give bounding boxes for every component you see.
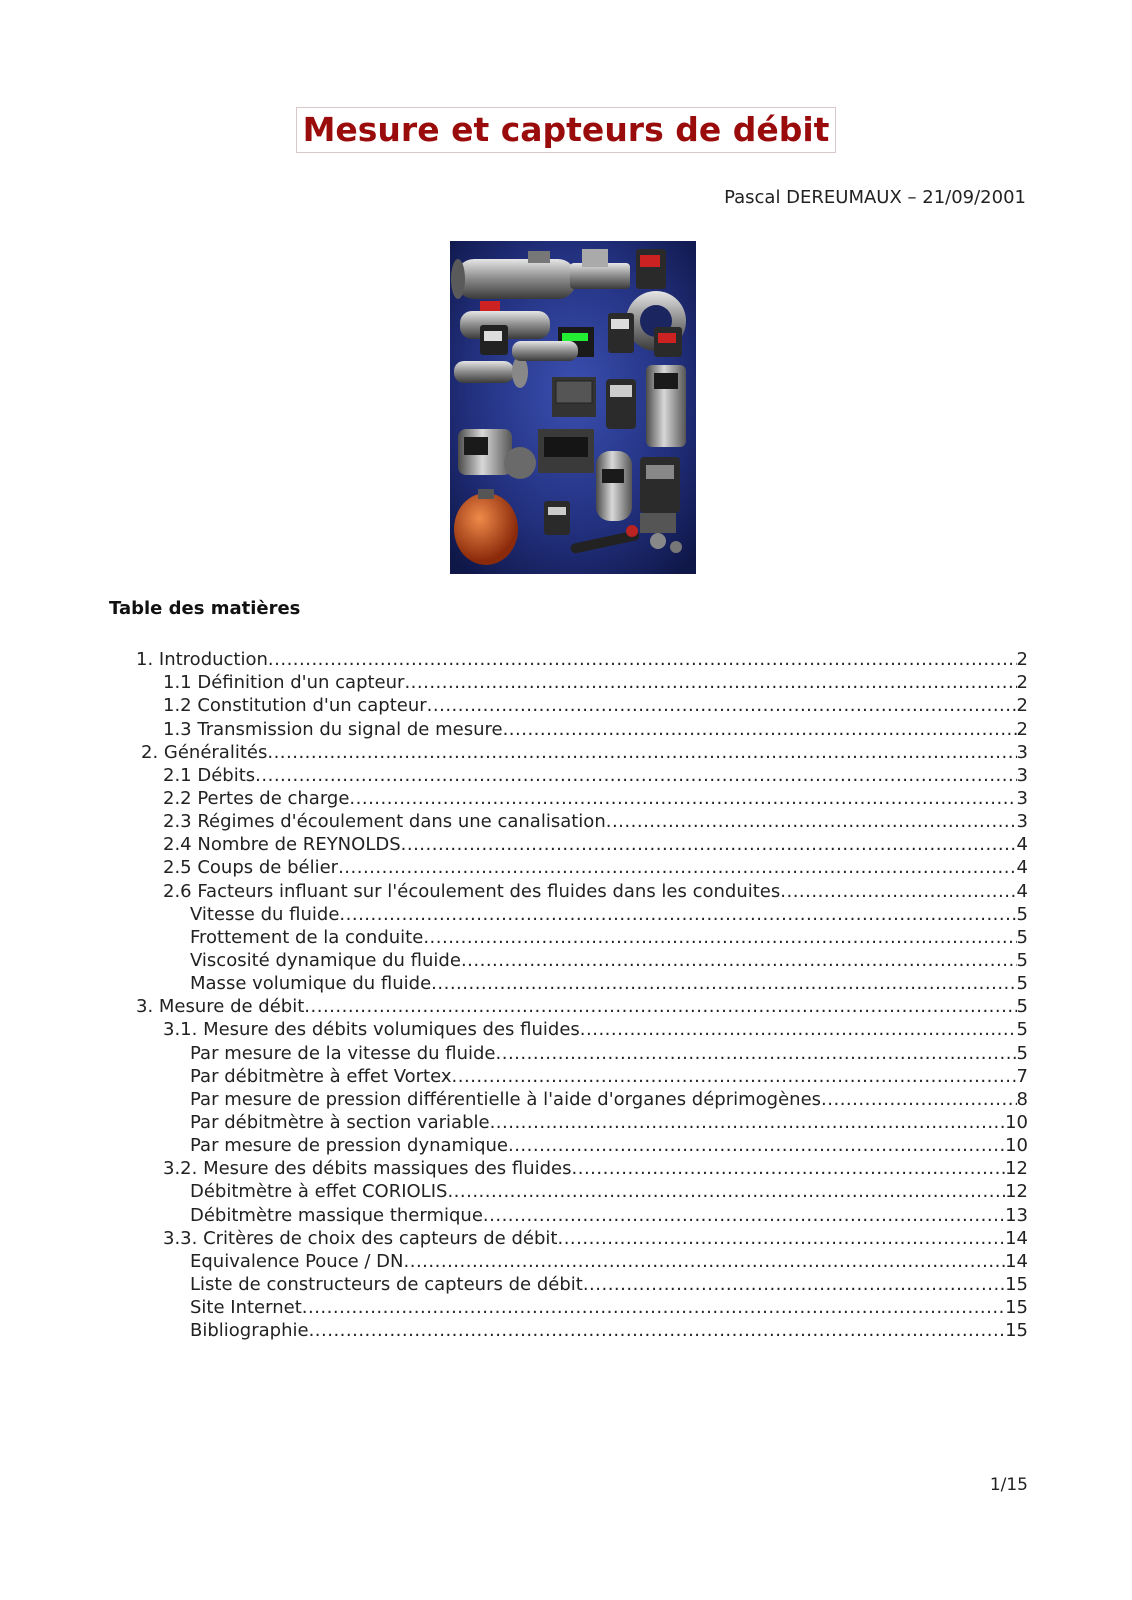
toc-entry[interactable] bbox=[190, 1065, 1028, 1089]
toc-entry[interactable] bbox=[163, 1018, 1028, 1042]
toc-entry-label: Frottement de la conduite bbox=[190, 927, 424, 948]
toc-entry-page: 4 bbox=[1016, 881, 1028, 902]
toc-leader-dots bbox=[423, 926, 1016, 950]
toc-leader-dots bbox=[606, 810, 1017, 834]
toc-entry-page: 5 bbox=[1016, 950, 1028, 971]
toc-leader-dots bbox=[821, 1088, 1017, 1112]
toc-leader-dots bbox=[780, 880, 1016, 904]
toc-leader-dots bbox=[338, 856, 1016, 880]
toc-leader-dots bbox=[461, 949, 1017, 973]
toc-entry-label: Equivalence Pouce / DN bbox=[190, 1251, 404, 1272]
toc-leader-dots bbox=[339, 903, 1016, 927]
toc-entry[interactable] bbox=[190, 1088, 1028, 1112]
toc-entry-page: 3 bbox=[1016, 811, 1028, 832]
toc-entry[interactable] bbox=[163, 671, 1028, 695]
toc-entry-page: 4 bbox=[1016, 834, 1028, 855]
toc-entry-page: 15 bbox=[1005, 1297, 1028, 1318]
toc-entry[interactable] bbox=[190, 1204, 1028, 1228]
toc-entry-label: 2.1 Débits bbox=[163, 765, 256, 786]
toc-entry-page: 14 bbox=[1005, 1228, 1028, 1249]
toc-entry[interactable] bbox=[190, 1250, 1028, 1274]
toc-entry[interactable] bbox=[190, 1111, 1028, 1135]
toc-entry-page: 10 bbox=[1005, 1112, 1028, 1133]
toc-entry[interactable] bbox=[163, 810, 1028, 834]
toc-leader-dots bbox=[583, 1273, 1005, 1297]
toc-entry[interactable] bbox=[163, 694, 1028, 718]
toc-entry-page: 12 bbox=[1005, 1181, 1028, 1202]
toc-entry-page: 10 bbox=[1005, 1135, 1028, 1156]
toc-leader-dots bbox=[309, 1319, 1006, 1343]
toc-entry[interactable] bbox=[190, 903, 1028, 927]
toc-entry-page: 15 bbox=[1005, 1320, 1028, 1341]
toc-leader-dots bbox=[302, 1296, 1005, 1320]
toc-entry[interactable] bbox=[141, 741, 1028, 765]
toc-entry[interactable] bbox=[163, 880, 1028, 904]
toc-leader-dots bbox=[572, 1157, 1006, 1181]
toc-entry-label: 1.1 Définition d'un capteur bbox=[163, 672, 405, 693]
toc-entry[interactable] bbox=[190, 1180, 1028, 1204]
toc-entry-page: 5 bbox=[1016, 1043, 1028, 1064]
toc-entry-page: 2 bbox=[1016, 649, 1028, 670]
toc-entry-label: Masse volumique du fluide bbox=[190, 973, 432, 994]
toc-leader-dots bbox=[452, 1065, 1017, 1089]
toc-entry-page: 2 bbox=[1016, 719, 1028, 740]
toc-leader-dots bbox=[401, 833, 1017, 857]
toc-entry-page: 5 bbox=[1016, 1019, 1028, 1040]
toc-leader-dots bbox=[447, 1180, 1005, 1204]
toc-entry-label: 3. Mesure de débit bbox=[136, 996, 305, 1017]
toc-entry[interactable] bbox=[190, 949, 1028, 973]
toc-leader-dots bbox=[427, 694, 1017, 718]
toc-leader-dots bbox=[304, 995, 1016, 1019]
toc-entry-page: 7 bbox=[1016, 1066, 1028, 1087]
toc-entry-page: 12 bbox=[1005, 1158, 1028, 1179]
toc-entry-label: Débitmètre à effet CORIOLIS bbox=[190, 1181, 448, 1202]
toc-entry-label: 2. Généralités bbox=[141, 742, 268, 763]
toc-entry-label: Par mesure de la vitesse du fluide bbox=[190, 1043, 496, 1064]
toc-entry-label: Par débitmètre à effet Vortex bbox=[190, 1066, 452, 1087]
toc-entry-page: 5 bbox=[1016, 927, 1028, 948]
toc-entry-page: 15 bbox=[1005, 1274, 1028, 1295]
toc-entry-label: Liste de constructeurs de capteurs de débit bbox=[190, 1274, 583, 1295]
toc-leader-dots bbox=[255, 764, 1016, 788]
toc-entry[interactable] bbox=[190, 1042, 1028, 1066]
toc-entry-label: Bibliographie bbox=[190, 1320, 309, 1341]
toc-entry-page: 2 bbox=[1016, 672, 1028, 693]
toc-entry[interactable] bbox=[163, 764, 1028, 788]
document-title: Mesure et capteurs de débit bbox=[302, 110, 830, 149]
toc-heading: Table des matières bbox=[109, 598, 301, 619]
toc-entry[interactable] bbox=[136, 648, 1028, 672]
toc-leader-dots bbox=[503, 718, 1017, 742]
toc-leader-dots bbox=[508, 1134, 1005, 1158]
toc-entry[interactable] bbox=[163, 1157, 1028, 1181]
toc-entry[interactable] bbox=[190, 1273, 1028, 1297]
toc-entry-label: Par mesure de pression différentielle à l'aide d'organes déprimogènes bbox=[190, 1089, 822, 1110]
author-date-line: Pascal DEREUMAUX – 21/09/2001 bbox=[724, 187, 1026, 208]
toc-entry-label: Par débitmètre à section variable bbox=[190, 1112, 490, 1133]
toc-leader-dots bbox=[349, 787, 1016, 811]
toc-entry-label: 2.5 Coups de bélier bbox=[163, 857, 339, 878]
toc-entry-label: 2.3 Régimes d'écoulement dans une canalisation bbox=[163, 811, 606, 832]
toc-leader-dots bbox=[404, 1250, 1006, 1274]
toc-entry-page: 3 bbox=[1016, 788, 1028, 809]
toc-entry[interactable] bbox=[190, 1134, 1028, 1158]
toc-entry-page: 8 bbox=[1016, 1089, 1028, 1110]
toc-leader-dots bbox=[268, 648, 1017, 672]
toc-entry-page: 4 bbox=[1016, 857, 1028, 878]
toc-entry-label: 2.4 Nombre de REYNOLDS bbox=[163, 834, 401, 855]
toc-entry-page: 5 bbox=[1016, 904, 1028, 925]
toc-entry[interactable] bbox=[163, 718, 1028, 742]
toc-entry-label: 1. Introduction bbox=[136, 649, 268, 670]
toc-entry-label: Site Internet bbox=[190, 1297, 302, 1318]
toc-entry-page: 3 bbox=[1016, 742, 1028, 763]
toc-leader-dots bbox=[267, 741, 1016, 765]
toc-entry-label: 3.1. Mesure des débits volumiques des fluides bbox=[163, 1019, 580, 1040]
toc-entry[interactable] bbox=[190, 972, 1028, 996]
toc-entry[interactable] bbox=[163, 856, 1028, 880]
toc-entry-label: Débitmètre massique thermique bbox=[190, 1205, 483, 1226]
toc-entry[interactable] bbox=[136, 995, 1028, 1019]
toc-leader-dots bbox=[483, 1204, 1005, 1228]
toc-entry-label: 3.3. Critères de choix des capteurs de débit bbox=[163, 1228, 558, 1249]
toc-entry-label: 3.2. Mesure des débits massiques des fluides bbox=[163, 1158, 572, 1179]
toc-leader-dots bbox=[496, 1042, 1017, 1066]
toc-entry-page: 14 bbox=[1005, 1251, 1028, 1272]
toc-entry[interactable] bbox=[190, 926, 1028, 950]
toc-entry[interactable] bbox=[190, 1296, 1028, 1320]
toc-entry[interactable] bbox=[163, 833, 1028, 857]
toc-entry-label: Vitesse du fluide bbox=[190, 904, 340, 925]
toc-entry[interactable] bbox=[163, 787, 1028, 811]
toc-entry-page: 5 bbox=[1016, 996, 1028, 1017]
toc-entry[interactable] bbox=[163, 1227, 1028, 1251]
toc-entry-label: 2.6 Facteurs influant sur l'écoulement des fluides dans les conduites bbox=[163, 881, 781, 902]
toc-entry[interactable] bbox=[190, 1319, 1028, 1343]
title-box bbox=[296, 107, 836, 153]
toc-leader-dots bbox=[557, 1227, 1005, 1251]
toc-leader-dots bbox=[490, 1111, 1006, 1135]
toc-entry-label: 2.2 Pertes de charge bbox=[163, 788, 350, 809]
toc-entry-label: 1.2 Constitution d'un capteur bbox=[163, 695, 427, 716]
toc-entry-page: 3 bbox=[1016, 765, 1028, 786]
toc-entry-label: Viscosité dynamique du fluide bbox=[190, 950, 461, 971]
toc-leader-dots bbox=[580, 1018, 1017, 1042]
page-number: 1/15 bbox=[989, 1475, 1028, 1495]
flow-sensors-photo bbox=[450, 241, 696, 574]
toc-entry-page: 13 bbox=[1005, 1205, 1028, 1226]
toc-entry-page: 5 bbox=[1016, 973, 1028, 994]
toc-leader-dots bbox=[404, 671, 1016, 695]
toc-leader-dots bbox=[431, 972, 1016, 996]
toc-entry-page: 2 bbox=[1016, 695, 1028, 716]
toc-entry-label: Par mesure de pression dynamique bbox=[190, 1135, 508, 1156]
toc-entry-label: 1.3 Transmission du signal de mesure bbox=[163, 719, 503, 740]
